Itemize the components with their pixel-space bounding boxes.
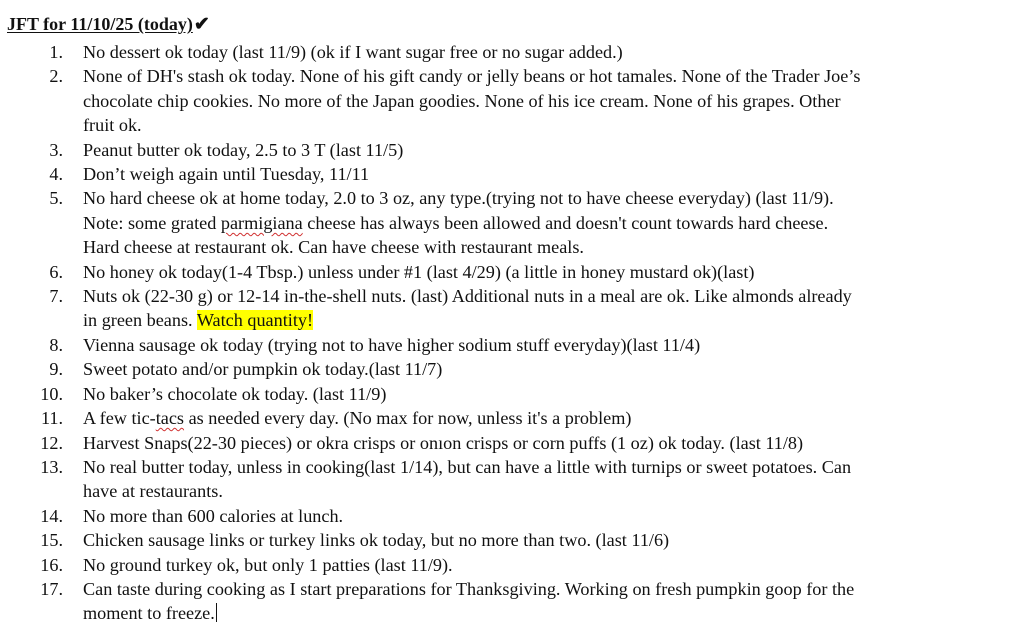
- list-item: [0, 186, 1010, 259]
- list-item-text-line: Hard cheese at restaurant ok. Can have cheese with restaurant meals.: [83, 237, 584, 258]
- list-item-number: 4.: [49, 164, 63, 185]
- list-item-number: 16.: [40, 554, 63, 575]
- list-item: [0, 64, 1010, 137]
- numbered-list: [0, 40, 1010, 626]
- title-text: JFT for 11/10/25 (today): [7, 14, 193, 34]
- list-item-text-line: Can taste during cooking as I start preparations for Thanksgiving. Working on fresh pumpkin goop for the: [83, 578, 855, 599]
- spellcheck-flagged-word[interactable]: tacs: [155, 408, 185, 429]
- list-item-number: 5.: [49, 188, 63, 209]
- list-item: [0, 553, 1010, 577]
- list-item-number: 12.: [40, 432, 63, 453]
- list-item-text-line: Chicken sausage links or turkey links ok today, but no more than two. (last 11/6): [83, 530, 670, 551]
- list-item-text-line: moment to freeze.: [83, 603, 215, 624]
- list-item-number: 7.: [49, 286, 63, 307]
- list-item-text-line: Peanut butter ok today, 2.5 to 3 T (last 11/5): [83, 139, 404, 160]
- list-item-number: 17.: [40, 578, 63, 599]
- list-item-text-line: No dessert ok today (last 11/9) (ok if I want sugar free or no sugar added.): [83, 42, 623, 62]
- highlighted-text: Watch quantity!: [196, 310, 314, 331]
- list-item-text-line: No hard cheese ok at home today, 2.0 to 3 oz, any type.(trying not to have cheese everyday) (last 11/9).: [83, 188, 834, 209]
- list-item: [0, 528, 1010, 552]
- list-item: [0, 357, 1010, 381]
- list-item-number: 9.: [49, 359, 63, 380]
- list-item-text-line: A few tic-tacs as needed every day. (No max for now, unless it's a problem): [83, 408, 632, 429]
- list-item: [0, 138, 1010, 162]
- list-item-text-line: No real butter today, unless in cooking(last 1/14), but can have a little with turnips or sweet potatoes. Can: [83, 456, 852, 477]
- list-item: [0, 406, 1010, 430]
- list-item: [0, 162, 1010, 186]
- list-item-number: 1.: [49, 42, 63, 62]
- list-item: [0, 40, 1010, 64]
- list-item-number: 8.: [49, 334, 63, 355]
- list-item-text-line: None of DH's stash ok today. None of his gift candy or jelly beans or hot tamales. None of the Trader Joe’s: [83, 66, 861, 87]
- list-item-number: 11.: [40, 408, 63, 429]
- list-item-number: 6.: [49, 261, 63, 282]
- list-item-text-line: Sweet potato and/or pumpkin ok today.(last 11/7): [83, 359, 443, 380]
- list-item: [0, 455, 1010, 504]
- list-item: [0, 504, 1010, 528]
- list-item: [0, 577, 1010, 626]
- text-cursor: [216, 603, 217, 622]
- list-item-text-line: No honey ok today(1-4 Tbsp.) unless under #1 (last 4/29) (a little in honey mustard ok)(last): [83, 261, 755, 282]
- list-item-number: 2.: [49, 66, 63, 87]
- list-item-number: 3.: [49, 139, 63, 160]
- list-item: [0, 260, 1010, 284]
- list-item-text-line: have at restaurants.: [83, 481, 223, 502]
- list-item-text-line: Harvest Snaps(22-30 pieces) or okra crisps or onıon crisps or corn puffs (1 oz) ok today. (last 11/8): [83, 432, 804, 453]
- list-item: [0, 284, 1010, 333]
- document-title: [7, 13, 210, 36]
- list-item-text-line: No ground turkey ok, but only 1 patties (last 11/9).: [83, 554, 453, 575]
- list-item-text-line: Vienna sausage ok today (trying not to have higher sodium stuff everyday)(last 11/4): [83, 334, 701, 355]
- list-item-number: 10.: [40, 383, 63, 404]
- list-item-text-line: chocolate chip cookies. No more of the Japan goodies. None of his ice cream. None of his grapes. Other: [83, 90, 841, 111]
- checkmark-icon: ✔: [193, 14, 210, 35]
- list-item-text-line: Don’t weigh again until Tuesday, 11/11: [83, 164, 370, 185]
- list-item-text-line: fruit ok.: [83, 115, 142, 136]
- list-item: [0, 382, 1010, 406]
- spellcheck-flagged-word[interactable]: parmigiana: [220, 212, 303, 233]
- list-item-text-line: Note: some grated parmigiana cheese has always been allowed and doesn't count towards hard cheese.: [83, 212, 829, 233]
- list-item-text-line: No baker’s chocolate ok today. (last 11/9): [83, 383, 387, 404]
- list-item-text-line: No more than 600 calories at lunch.: [83, 505, 344, 526]
- list-item-number: 13.: [40, 456, 63, 477]
- list-item-number: 15.: [40, 530, 63, 551]
- list-item-number: 14.: [40, 505, 63, 526]
- list-item: [0, 431, 1010, 455]
- list-item: [0, 333, 1010, 357]
- list-item-text-line: Nuts ok (22-30 g) or 12-14 in-the-shell nuts. (last) Additional nuts in a meal are ok. Like almonds already: [83, 286, 852, 307]
- list-item-text-line: in green beans. Watch quantity!: [83, 310, 314, 331]
